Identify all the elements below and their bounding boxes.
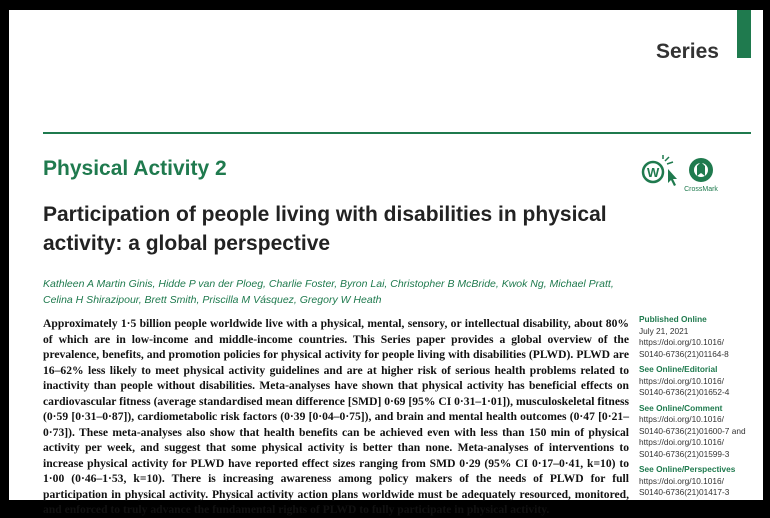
comment-doi-link-2[interactable]: https://doi.org/10.1016/ — [639, 437, 724, 447]
article-sidebar — [639, 314, 759, 499]
published-doi-link-cont[interactable]: S0140-6736(21)01164-8 — [639, 348, 729, 359]
series-label: Series — [655, 40, 719, 63]
published-online-heading: Published Online — [639, 314, 707, 324]
abstract: Approximately 1·5 billion people worldwide live with a physical, mental, sensory, or intellectual disability, about 80% of which are in low-income and middle-income countries. This Series paper provides a global overview of the prevalence, benefits, and promotion policies for physical activity for people living with disabilities (PLWD). PLWD are 16–62% less likely to meet physical activity guidelines and are at higher risk of serious health problems related to inactivity than people without disabilities. Meta-analyses have shown that physical activity has beneficial effects on cardiovascular fitness (average standardised mean difference [SMD] 0·69 [95% CI 0·31–1·01]), musculoskeletal fitness (0·59 [0·31–0·87]), cardiometabolic risk factors (0·39 [0·04–0·75]), and brain and mental health outcomes (0·47 [0·21–0·73]). These meta-analyses also show that health benefits can be achieved even with less than 150 min of physical activity per week, and suggest that some physical activity is better than none. Meta-analyses of interventions to increase physical activity for PLWD have reported effect sizes ranging from SMD 0·29 (95% CI 0·17–0·41, k=10) to 1·00 (0·46–1·53, k=10). There is increasing awareness among policy makers of the needs of PLWD for full participation in physical activity. Physical activity action plans worldwide must be adequately resourced, monitored, and enforced to truly advance the fundamental rights of PLWD to fully participate in physical activity. — [43, 317, 629, 516]
editorial-doi-link[interactable]: https://doi.org/10.1016/ — [639, 375, 724, 386]
published-date: July 21, 2021 — [639, 325, 689, 336]
perspectives-doi-link[interactable]: https://doi.org/10.1016/ — [639, 475, 724, 486]
comment-doi-link-1-cont[interactable]: S0140-6736(21)01600-7 and — [639, 425, 746, 436]
crossmark-icon — [688, 157, 714, 183]
series-color-bar — [737, 10, 751, 58]
author-list: Kathleen A Martin Ginis, Hidde P van der Ploeg, Charlie Foster, Byron Lai, Christopher B McBride, Kwok Ng, Michael Pratt, Celina H Shirazipour, Brett Smith, Priscilla M Vásquez, Gregory W Heath — [43, 278, 614, 306]
editorial-doi-link-cont[interactable]: S0140-6736(21)01652-4 — [639, 387, 730, 397]
comment-doi-link-1[interactable]: https://doi.org/10.1016/ — [639, 414, 724, 424]
perspectives-heading: See Online/Perspectives — [639, 464, 736, 474]
editorial-heading: See Online/Editorial — [639, 364, 718, 374]
comment-doi-link-2-cont[interactable]: S0140-6736(21)01599-3 — [639, 448, 730, 459]
published-doi-link[interactable]: https://doi.org/10.1016/ — [639, 337, 724, 347]
perspectives-doi-link-cont[interactable]: S0140-6736(21)01417-3 — [639, 487, 730, 497]
open-access-icon[interactable] — [641, 157, 681, 192]
crossmark-badge[interactable] — [684, 157, 718, 193]
crossmark-label: CrossMark — [684, 186, 718, 193]
section-rule — [43, 132, 751, 134]
journal-page — [9, 10, 763, 516]
article-badges — [641, 157, 741, 199]
svg-text:W: W — [647, 165, 660, 180]
section-title: Physical Activity 2 — [43, 157, 227, 180]
article-title: Participation of people living with disabilities in physical activity: a global perspective — [43, 203, 607, 255]
comment-heading: See Online/Comment — [639, 402, 723, 413]
